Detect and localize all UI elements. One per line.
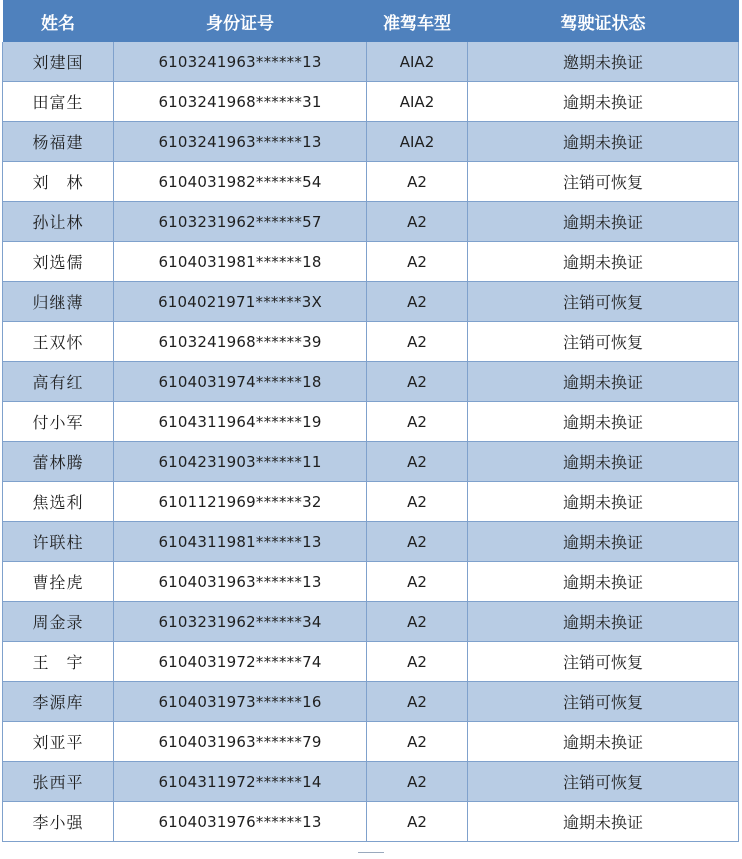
cell-license-status: 注销可恢复 [468,162,739,202]
header-license-class: 准驾车型 [367,0,468,42]
cell-name: 焦选利 [3,482,114,522]
table-header [3,0,739,42]
cell-id-number: 6104031963******79 [114,722,367,762]
cell-license-class: A2 [367,442,468,482]
cell-id-number: 6104031972******74 [114,642,367,682]
cell-id-number: 6104311981******13 [114,522,367,562]
cell-license-class: A2 [367,202,468,242]
cell-license-class: AIA2 [367,82,468,122]
header-row [3,0,739,42]
cell-name: 刘选儒 [3,242,114,282]
cell-license-class: AIA2 [367,122,468,162]
cell-name: 杨福建 [3,122,114,162]
cell-id-number: 6104311964******19 [114,402,367,442]
cell-license-status: 逾期未换证 [468,522,739,562]
cell-id-number: 6104031981******18 [114,242,367,282]
cell-id-number: 6104031963******13 [114,562,367,602]
cell-license-status: 邀期未换证 [468,42,739,82]
cell-name: 曹拴虎 [3,562,114,602]
cell-license-status: 注销可恢复 [468,322,739,362]
cell-license-class: A2 [367,242,468,282]
table-row [3,402,739,442]
table-row [3,202,739,242]
cell-license-class: A2 [367,602,468,642]
cell-name: 付小军 [3,402,114,442]
cell-name: 刘 林 [3,162,114,202]
cell-id-number: 6104311972******14 [114,762,367,802]
cell-name: 孙让林 [3,202,114,242]
table-row [3,242,739,282]
cell-license-status: 逾期未换证 [468,362,739,402]
cell-id-number: 6103231962******57 [114,202,367,242]
cell-license-status: 逾期未换证 [468,242,739,282]
cell-name: 刘建国 [3,42,114,82]
cell-license-status: 逾期未换证 [468,82,739,122]
cell-id-number: 6103241968******39 [114,322,367,362]
cell-license-status: 逾期未换证 [468,402,739,442]
cell-license-class: A2 [367,722,468,762]
cell-license-status: 注销可恢复 [468,682,739,722]
table-row [3,642,739,682]
table-row [3,42,739,82]
header-license-status: 驾驶证状态 [468,0,739,42]
cell-license-class: AIA2 [367,42,468,82]
cell-license-status: 逾期未换证 [468,202,739,242]
table-row [3,282,739,322]
cell-name: 王 宇 [3,642,114,682]
cell-license-status: 逾期未换证 [468,802,739,842]
cell-name: 许联柱 [3,522,114,562]
cell-license-status: 注销可恢复 [468,282,739,322]
cell-id-number: 6104031976******13 [114,802,367,842]
header-id-number: 身份证号 [114,0,367,42]
table-row [3,482,739,522]
cell-name: 王双怀 [3,322,114,362]
cell-name: 高有红 [3,362,114,402]
cell-license-status: 注销可恢复 [468,762,739,802]
table-row [3,522,739,562]
cell-id-number: 6104021971******3X [114,282,367,322]
cell-license-status: 逾期未换证 [468,722,739,762]
cell-name: 蕾林腾 [3,442,114,482]
cell-license-status: 逾期未换证 [468,122,739,162]
cell-license-class: A2 [367,642,468,682]
table-row [3,362,739,402]
cell-license-class: A2 [367,402,468,442]
cell-license-class: A2 [367,802,468,842]
cell-id-number: 6104031982******54 [114,162,367,202]
cell-id-number: 6103241963******13 [114,42,367,82]
cell-license-status: 逾期未换证 [468,482,739,522]
cell-license-class: A2 [367,482,468,522]
cell-name: 刘亚平 [3,722,114,762]
cell-license-class: A2 [367,162,468,202]
decorative-line [358,852,384,856]
cell-id-number: 6103241963******13 [114,122,367,162]
cell-license-class: A2 [367,762,468,802]
table-row [3,442,739,482]
cell-license-class: A2 [367,522,468,562]
cell-id-number: 6101121969******32 [114,482,367,522]
cell-license-status: 逾期未换证 [468,602,739,642]
cell-license-class: A2 [367,282,468,322]
cell-name: 李小强 [3,802,114,842]
cell-id-number: 6104231903******11 [114,442,367,482]
header-name: 姓名 [3,0,114,42]
table-row [3,82,739,122]
cell-name: 田富生 [3,82,114,122]
cell-license-class: A2 [367,362,468,402]
table-body [3,42,739,842]
cell-name: 张西平 [3,762,114,802]
table-row [3,602,739,642]
cell-id-number: 6104031974******18 [114,362,367,402]
table-row [3,122,739,162]
cell-id-number: 6103241968******31 [114,82,367,122]
cell-id-number: 6104031973******16 [114,682,367,722]
table-row [3,562,739,602]
cell-name: 归继薄 [3,282,114,322]
license-status-table [2,0,739,842]
table-row [3,722,739,762]
cell-license-class: A2 [367,562,468,602]
table-row [3,802,739,842]
cell-license-class: A2 [367,682,468,722]
cell-name: 李源库 [3,682,114,722]
cell-id-number: 6103231962******34 [114,602,367,642]
table-row [3,682,739,722]
table-row [3,762,739,802]
table-row [3,322,739,362]
table-row [3,162,739,202]
cell-license-status: 注销可恢复 [468,642,739,682]
cell-license-status: 逾期未换证 [468,562,739,602]
cell-license-class: A2 [367,322,468,362]
cell-name: 周金录 [3,602,114,642]
cell-license-status: 逾期未换证 [468,442,739,482]
